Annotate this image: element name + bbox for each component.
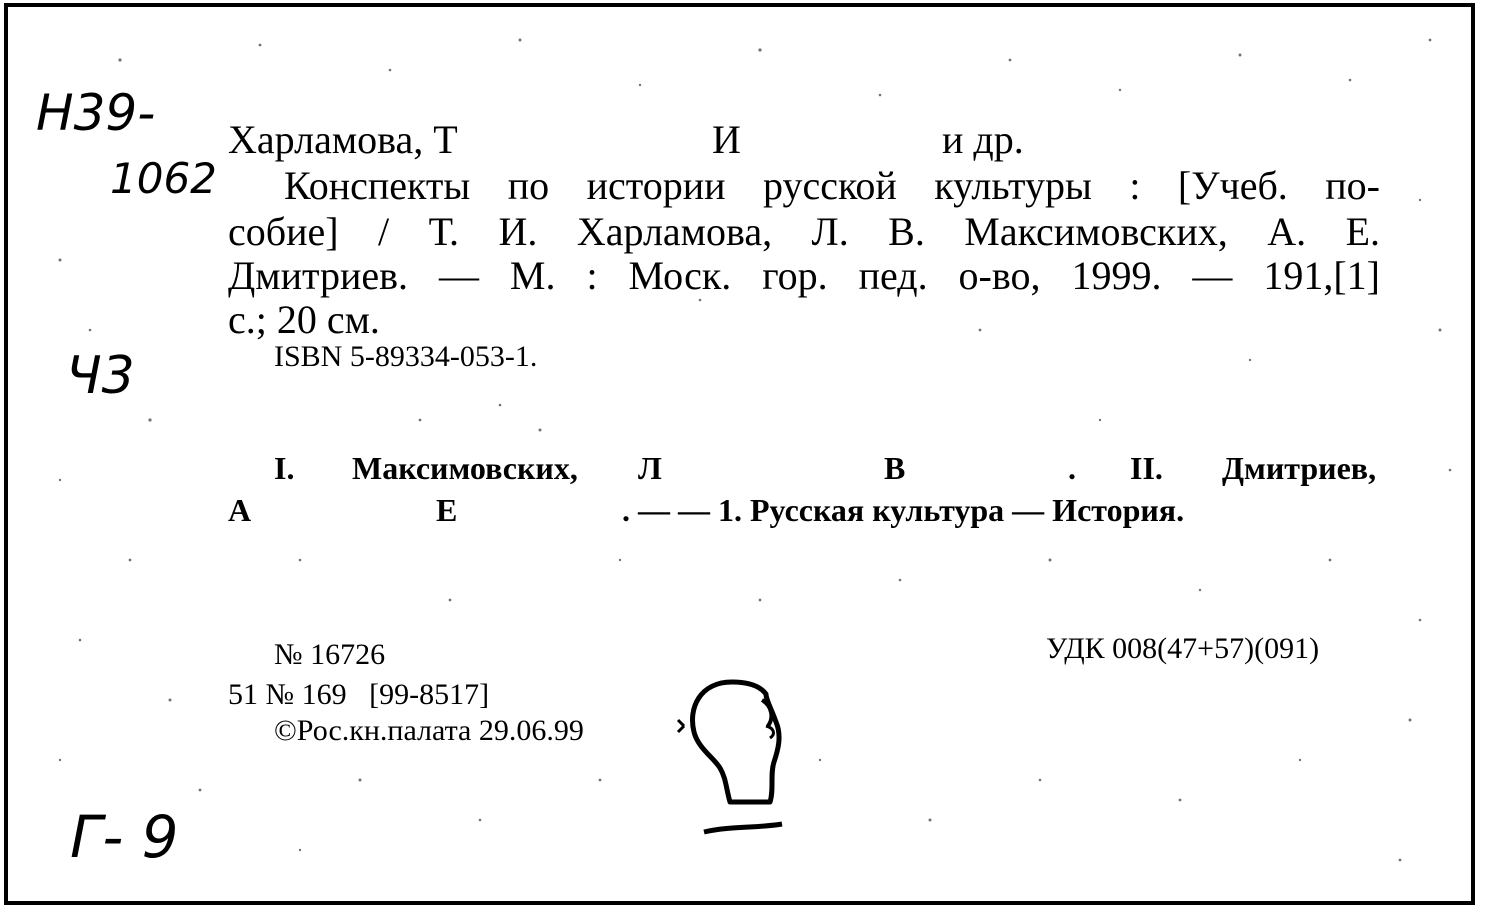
isbn: ISBN 5-89334-053-1.: [274, 340, 538, 373]
card-number: № 16726: [274, 638, 386, 671]
title-line-4: с.; 20 см.: [228, 297, 380, 342]
tracing-2-initial-a: А: [228, 492, 252, 528]
tracing-2-numeral: II.: [1130, 450, 1163, 486]
heading-etal: и др.: [942, 117, 1024, 162]
heading-author: Харламова, Т: [228, 117, 458, 162]
title-line-3: Дмитриев. — М. : Моск. гор. пед. о-во, 1999. — 191,[1]: [228, 253, 1380, 298]
tracing-1-initial-v: В: [884, 450, 906, 486]
register-number: 51 № 169 [99-8517]: [228, 678, 490, 711]
tracing-1-initial-l: Л: [638, 450, 662, 486]
call-number-bottom: 1062: [110, 154, 217, 203]
bottom-mark: Г- 9: [70, 803, 179, 871]
tracing-2-initial-e: Е: [436, 492, 458, 528]
subject-tracing: . — — 1. Русская культура — История.: [622, 492, 1185, 528]
udc-code: УДК 008(47+57)(091): [1046, 632, 1320, 665]
library-stamp: [670, 670, 790, 850]
tracing-1-dot: .: [1068, 450, 1076, 486]
call-number-top: Н39-: [36, 84, 156, 142]
copyright-line: ©Рос.кн.палата 29.06.99: [274, 714, 584, 747]
tracing-1-numeral: I.: [274, 450, 295, 486]
heading-initial: И: [712, 117, 741, 162]
title-line-2: собие] / Т. И. Харламова, Л. В. Максимовских, А. Е.: [228, 209, 1380, 254]
tracing-1-surname: Максимовских,: [352, 450, 578, 486]
classification-mark: Ч3: [66, 346, 135, 406]
title-line-1: Конспекты по истории русской культуры : [Учеб. по-: [284, 163, 1380, 208]
tracing-2-surname: Дмитриев,: [1222, 450, 1377, 486]
